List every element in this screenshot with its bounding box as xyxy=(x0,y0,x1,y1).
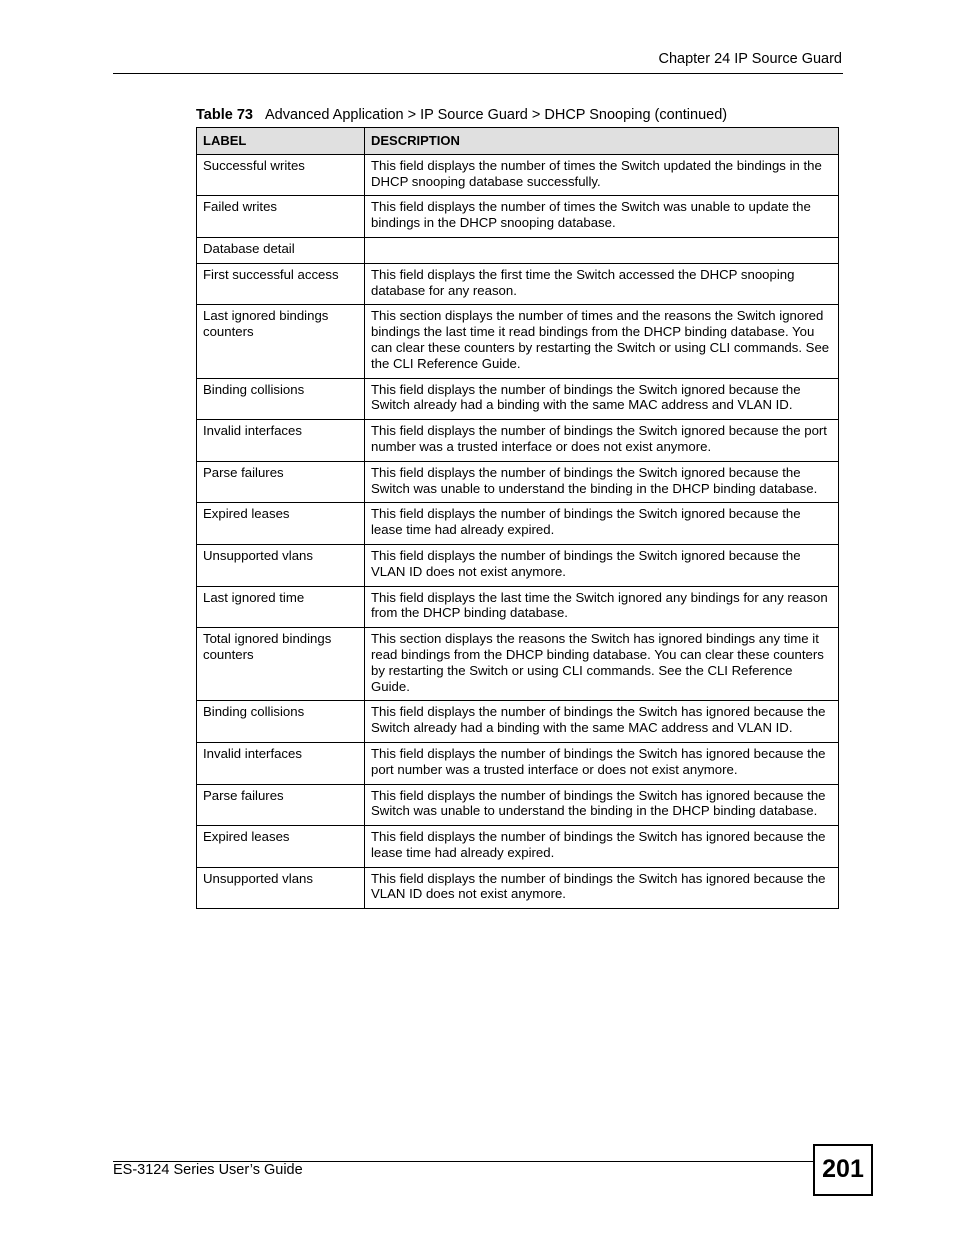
table-header-row xyxy=(197,128,839,155)
row-label: Expired leases xyxy=(197,826,365,868)
table-row xyxy=(197,196,839,238)
row-label: Last ignored time xyxy=(197,586,365,628)
row-description: This section displays the number of times and the reasons the Switch ignored bindings the last time it read bindings from the DHCP binding database. You can clear these counters by restarting the Switch or using CLI commands. See the CLI Reference Guide. xyxy=(365,305,839,378)
column-header-label: LABEL xyxy=(197,128,365,155)
row-description: This field displays the number of bindings the Switch has ignored because the Switch was unable to understand the binding in the DHCP binding database. xyxy=(365,784,839,826)
row-label: Binding collisions xyxy=(197,701,365,743)
table-row xyxy=(197,420,839,462)
table-row xyxy=(197,826,839,868)
row-description: This field displays the number of bindings the Switch has ignored because the Switch already had a binding with the same MAC address and VLAN ID. xyxy=(365,701,839,743)
header-divider xyxy=(113,73,843,74)
table-row xyxy=(197,154,839,196)
table-body xyxy=(197,154,839,908)
row-label: Unsupported vlans xyxy=(197,544,365,586)
row-label: Database detail xyxy=(197,237,365,263)
row-description: This section displays the reasons the Switch has ignored bindings any time it read bindings from the DHCP binding database. You can clear these counters by restarting the Switch or using CLI commands. See the CLI Reference Guide. xyxy=(365,628,839,701)
table-row xyxy=(197,867,839,909)
row-description: This field displays the number of bindings the Switch ignored because the Switch was unable to understand the binding in the DHCP binding database. xyxy=(365,461,839,503)
table-row xyxy=(197,586,839,628)
table-row xyxy=(197,461,839,503)
row-label: Total ignored bindings counters xyxy=(197,628,365,701)
row-label: Invalid interfaces xyxy=(197,420,365,462)
row-label: Parse failures xyxy=(197,784,365,826)
table-row xyxy=(197,263,839,305)
table-row xyxy=(197,701,839,743)
guide-title: ES-3124 Series User’s Guide xyxy=(113,1162,303,1178)
row-description: This field displays the number of times the Switch was unable to update the bindings in the DHCP snooping database. xyxy=(365,196,839,238)
row-description: This field displays the last time the Switch ignored any bindings for any reason from the DHCP binding database. xyxy=(365,586,839,628)
row-label: Successful writes xyxy=(197,154,365,196)
row-description: This field displays the number of bindings the Switch ignored because the lease time had already expired. xyxy=(365,503,839,545)
row-label: First successful access xyxy=(197,263,365,305)
row-description: This field displays the number of bindings the Switch ignored because the VLAN ID does not exist anymore. xyxy=(365,544,839,586)
row-label: Binding collisions xyxy=(197,378,365,420)
description-table xyxy=(196,127,839,909)
row-label: Failed writes xyxy=(197,196,365,238)
row-description: This field displays the first time the Switch accessed the DHCP snooping database for any reason. xyxy=(365,263,839,305)
table-row xyxy=(197,628,839,701)
page-number: 201 xyxy=(813,1144,873,1196)
row-label: Expired leases xyxy=(197,503,365,545)
row-description: This field displays the number of bindings the Switch has ignored because the VLAN ID does not exist anymore. xyxy=(365,867,839,909)
table-row xyxy=(197,305,839,378)
table-caption-text: Advanced Application > IP Source Guard > DHCP Snooping (continued) xyxy=(264,107,728,123)
row-label: Last ignored bindings counters xyxy=(197,305,365,378)
table-caption-number: Table 73 xyxy=(196,107,253,123)
row-description: This field displays the number of bindings the Switch ignored because the Switch already had a binding with the same MAC address and VLAN ID. xyxy=(365,378,839,420)
row-label: Invalid interfaces xyxy=(197,742,365,784)
table-row xyxy=(197,742,839,784)
table-row xyxy=(197,378,839,420)
row-label: Parse failures xyxy=(197,461,365,503)
row-description: This field displays the number of bindings the Switch ignored because the port number was a trusted interface or does not exist anymore. xyxy=(365,420,839,462)
table-row xyxy=(197,784,839,826)
row-description: This field displays the number of bindings the Switch has ignored because the port number was a trusted interface or does not exist anymore. xyxy=(365,742,839,784)
column-header-description: DESCRIPTION xyxy=(365,128,839,155)
row-description: This field displays the number of bindings the Switch has ignored because the lease time had already expired. xyxy=(365,826,839,868)
row-description xyxy=(365,237,839,263)
row-label: Unsupported vlans xyxy=(197,867,365,909)
table-row xyxy=(197,503,839,545)
table-row xyxy=(197,237,839,263)
row-description: This field displays the number of times the Switch updated the bindings in the DHCP snooping database successfully. xyxy=(365,154,839,196)
chapter-title: Chapter 24 IP Source Guard xyxy=(658,51,842,67)
table-caption xyxy=(196,107,727,123)
table-row xyxy=(197,544,839,586)
